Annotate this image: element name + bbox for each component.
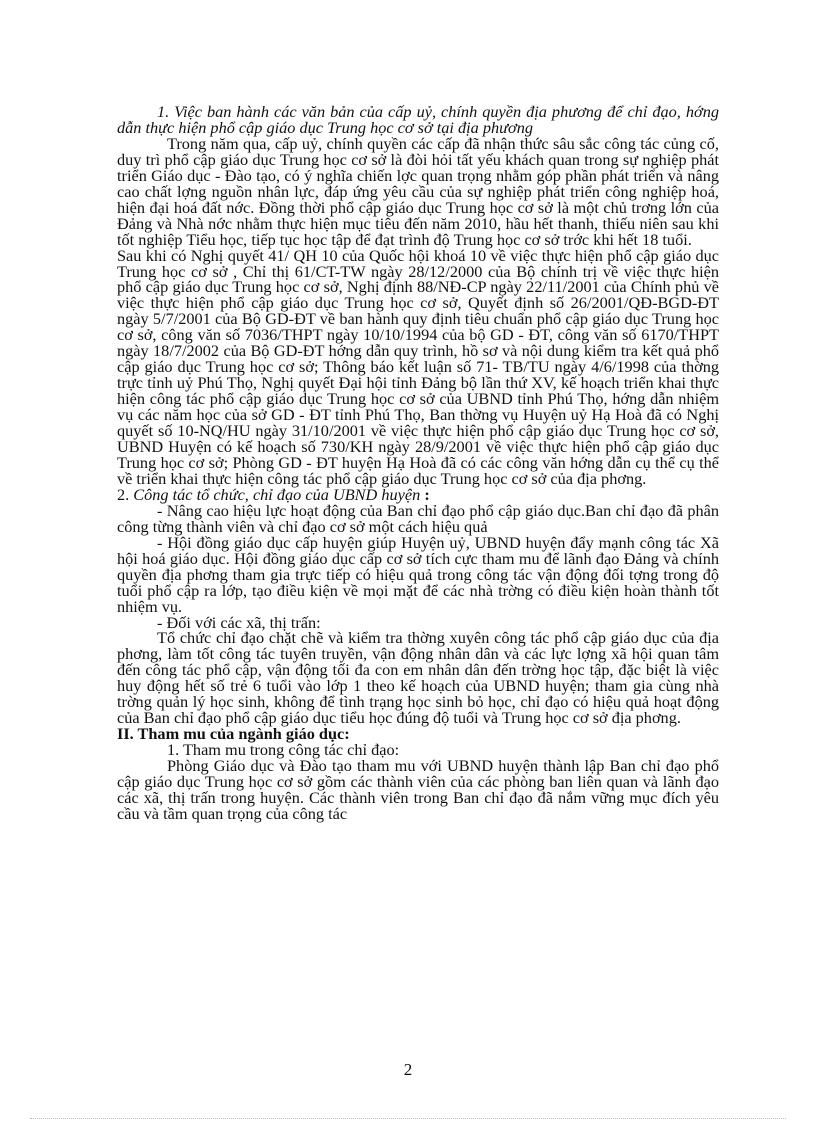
section-1-paragraph-2: Sau khi có Nghị quyết 41/ QH 10 của Quốc hội khoá 10 về việc thực hiện phổ cập giáo dục Trung học cơ sở , Chỉ thị 61/CT-TW ngày 28/12/2000 của Bộ chính trị về việc thực hiện phổ cập giáo dục Trung học cơ sở, Nghị định 88/NĐ-CP ngày 22/11/2001 của Chính phủ về việc thực hiện phổ cập giáo dục Trung học cơ sở, Quyết định số 26/2001/QĐ-BGD-ĐT ngày 5/7/2001 của Bộ GD-ĐT về ban hành quy định tiêu chuẩn phổ cập giáo dục Trung học cơ sở, công văn số 7036/THPT ngày 10/10/1994 của bộ GD - ĐT, công văn số 6170/THPT ngày 18/7/2002 của Bộ GD-ĐT hớng dẫn quy trình, hồ sơ và nội dung kiểm tra kết quả phổ cập giáo dục Trung học cơ sở; Thông báo kết luận số 71- TB/TU ngày 4/6/1998 của thờng trực tỉnh uỷ Phú Thọ, Nghị quyết Đại hội tỉnh Đảng bộ lần thứ XV, kế hoạch triển khai thực hiện công tác phổ cập giáo dục Trung học cơ sở của UBND tỉnh Phú Thọ, hớng dẫn nhiệm vụ các năm học của sở GD - ĐT tỉnh Phú Thọ, Ban thờng vụ Huyện uỷ Hạ Hoà đã có Nghị quyết số 10-NQ/HU ngày 31/10/2001 về việc thực hiện phổ cập giáo dục Trung học cơ sở, UBND Huyện có kế hoạch số 730/KH ngày 28/9/2001 về việc thực hiện phổ cập giáo dục Trung học cơ sở; Phòng GD - ĐT huyện Hạ Hoà đã có các công văn hớng dẫn cụ thể cụ thể về triển khai thực hiện công tác phổ cập giáo dục Trung học cơ sở của địa phơng.	[117, 245, 719, 488]
section-2-heading-text: Công tác tổ chức, chỉ đạo của UBND huyện	[133, 484, 421, 504]
section-2-item-1: - Nâng cao hiệu lực hoạt động của Ban chỉ đạo phổ cập giáo dục.Ban chỉ đạo đã phân công từng thành viên và chỉ đạo cơ sở một cách hiệu quả	[117, 500, 719, 536]
section-1-paragraph-1: Trong năm qua, cấp uỷ, chính quyền các cấp đã nhận thức sâu sắc công tác củng cố, duy trì phổ cập giáo dục Trung học cơ sở là đòi hỏi tất yếu khách quan trong sự nghiệp phát triển Giáo dục - Đào tạo, có ý nghĩa chiến lợc quan trọng nhằm góp phần phát triển và nâng cao chất lợng nguồn nhân lực, đáp ứng yêu cầu của sự nghiệp phát triển công nghiệp hoá, hiện đại hoá đất nớc. Đồng thời phổ cập giáo dục Trung học cơ sở là một chủ trơng lớn của Đảng và Nhà nớc nhằm thực hiện mục tiêu đến năm 2010, hầu hết thanh, thiếu niên sau khi tốt nghiệp Tiểu học, tiếp tục học tập để đạt trình độ Trung học cơ sở trớc khi hết 18 tuổi.	[117, 133, 719, 249]
section-ii-paragraph: Phòng Giáo dục và Đào tạo tham mu với UBND huyện thành lập Ban chỉ đạo phổ cập giáo dục Trung học cơ sở gồm các thành viên của các phòng ban liên quan và lãnh đạo các xã, thị trấn trong huyện. Các thành viên trong Ban chỉ đạo đã nắm vững mục đích yêu cầu và tầm quan trọng của công tác	[117, 756, 719, 823]
section-2-heading-colon: :	[420, 484, 430, 504]
section-1-heading: 1. Việc ban hành các văn bản của cấp uỷ, chính quyền địa phương để chỉ đạo, hớng dẫn thực hiện phổ cập giáo dục Trung học cơ sở tại địa phương	[117, 102, 719, 137]
section-2-heading-number: 2.	[117, 484, 134, 504]
page-number: 2	[403, 1060, 413, 1079]
section-2-item-2: - Hội đồng giáo dục cấp huyện giúp Huyện uỷ, UBND huyện đẩy mạnh công tác Xã hội hoá giáo dục. Hội đồng giáo dục cấp cơ sở tích cực tham mu để lãnh đạo Đảng và chính quyền địa phơng tham gia trực tiếp có hiệu quả trong công tác vận động đối tợng trong độ tuổi phổ cập ra lớp, tạo điều kiện về mọi mặt để các nhà trờng có điều kiện hoàn thành tốt nhiệm vụ.	[117, 532, 719, 616]
page-bottom-divider	[30, 1118, 786, 1119]
section-2-item-3: - Đối với các xã, thị trấn:	[157, 612, 321, 632]
document-body	[117, 104, 719, 822]
section-ii-heading: II. Tham mu của ngành giáo dục:	[117, 724, 350, 744]
section-2-item-3-paragraph: Tổ chức chỉ đạo chặt chẽ và kiểm tra thờng xuyên công tác phổ cập giáo dục của địa phơng, làm tốt công tác tuyên truyền, vận động nhân dân và các lực lợng xã hội quan tâm đến công tác phổ cập, vận động tối đa con em nhân dân đến trờng học tập, đặc biệt là việc huy động hết số trẻ 6 tuổi vào lớp 1 theo kế hoạch của UBND huyện; tham gia cùng nhà trờng quản lý học sinh, không để tình trạng học sinh bỏ học, chỉ đạo có hiệu quả hoạt động của Ban chỉ đạo phổ cập giáo dục tiểu học đúng độ tuổi và Trung học cơ sở địa phơng.	[117, 628, 719, 728]
section-ii-subheading-1: 1. Tham mu trong công tác chỉ đạo:	[167, 740, 400, 760]
